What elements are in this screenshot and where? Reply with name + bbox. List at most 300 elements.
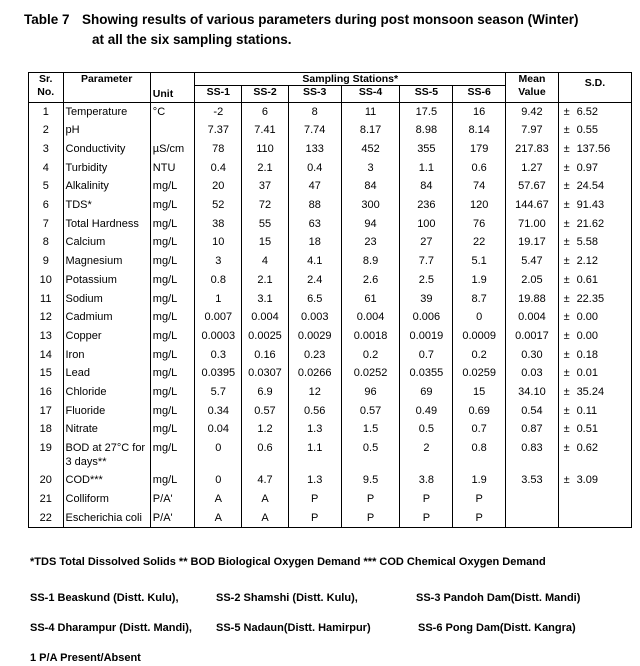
plus-minus-cell: ± bbox=[563, 255, 570, 268]
sr-no-cell: 11 bbox=[29, 290, 64, 309]
unit-cell: mg/L bbox=[150, 177, 195, 196]
plus-minus-cell bbox=[558, 509, 574, 528]
unit-cell: mg/L bbox=[150, 402, 195, 421]
station-value-cell: 7.74 bbox=[288, 121, 341, 140]
table-row bbox=[29, 439, 632, 471]
unit-cell: mg/L bbox=[150, 252, 195, 271]
unit-cell: °C bbox=[150, 102, 195, 121]
unit-cell bbox=[150, 121, 195, 140]
table-row bbox=[29, 177, 632, 196]
station-value-cell: 76 bbox=[453, 215, 506, 234]
unit-cell: mg/L bbox=[150, 383, 195, 402]
table-row bbox=[29, 509, 632, 528]
unit-cell: mg/L bbox=[150, 327, 195, 346]
sd-value-cell: 0.51 bbox=[575, 420, 632, 439]
abbreviation-note: *TDS Total Dissolved Solids ** BOD Biological Oxygen Demand *** COD Chemical Oxygen Demand bbox=[30, 556, 546, 568]
plus-minus-cell bbox=[558, 490, 574, 509]
plus-minus-cell: ± bbox=[563, 217, 570, 230]
plus-minus-cell: ± bbox=[563, 404, 570, 417]
station-value-cell: 0.006 bbox=[400, 308, 453, 327]
station-value-cell: 100 bbox=[400, 215, 453, 234]
plus-minus-cell: ± bbox=[563, 311, 570, 324]
station-value-cell: 1.2 bbox=[242, 420, 289, 439]
station-value-cell: 0.0266 bbox=[288, 364, 341, 383]
station-value-cell: 3.1 bbox=[242, 290, 289, 309]
station-header-3: SS-3 bbox=[288, 86, 341, 103]
plus-minus-cell: ± bbox=[563, 273, 570, 286]
station-value-cell: 133 bbox=[288, 140, 341, 159]
table-row bbox=[29, 121, 632, 140]
station-value-cell: 452 bbox=[341, 140, 400, 159]
station-value-cell: 355 bbox=[400, 140, 453, 159]
parameter-cell: Potassium bbox=[63, 271, 150, 290]
station-value-cell: P bbox=[400, 490, 453, 509]
sd-value-cell: 0.00 bbox=[575, 308, 632, 327]
mean-value-cell: 144.67 bbox=[506, 196, 559, 215]
station-value-cell: 0.23 bbox=[288, 346, 341, 365]
station-value-cell: 9.5 bbox=[341, 471, 400, 490]
station-value-cell: P bbox=[341, 509, 400, 528]
station-value-cell: 6.5 bbox=[288, 290, 341, 309]
station-value-cell: -2 bbox=[195, 102, 242, 121]
parameter-cell: Nitrate bbox=[63, 420, 150, 439]
table-caption bbox=[24, 10, 578, 50]
station-value-cell: 1.9 bbox=[453, 271, 506, 290]
sd-value-cell: 6.52 bbox=[575, 102, 632, 121]
parameter-cell: Turbidity bbox=[63, 159, 150, 178]
station-value-cell: 2.1 bbox=[242, 159, 289, 178]
parameter-cell: COD*** bbox=[63, 471, 150, 490]
station-value-cell: 8.17 bbox=[341, 121, 400, 140]
sampling-stations-header: Sampling Stations* bbox=[195, 73, 506, 86]
station-value-cell: 0.004 bbox=[341, 308, 400, 327]
sd-value-cell bbox=[575, 490, 632, 509]
unit-cell: mg/L bbox=[150, 271, 195, 290]
station-value-cell: 55 bbox=[242, 215, 289, 234]
mean-value-cell: 2.05 bbox=[506, 271, 559, 290]
parameter-cell: Conductivity bbox=[63, 140, 150, 159]
station-value-cell: 4.7 bbox=[242, 471, 289, 490]
station-value-cell: 8.98 bbox=[400, 121, 453, 140]
parameter-cell: Colliform bbox=[63, 490, 150, 509]
station-header-5: SS-5 bbox=[400, 86, 453, 103]
station-value-cell: 0.0259 bbox=[453, 364, 506, 383]
table-row bbox=[29, 308, 632, 327]
mean-header: Mean bbox=[506, 73, 559, 86]
plus-minus-cell: ± bbox=[563, 292, 570, 305]
sr-no-cell: 16 bbox=[29, 383, 64, 402]
station-value-cell: 1.5 bbox=[341, 420, 400, 439]
station-value-cell: 120 bbox=[453, 196, 506, 215]
station-value-cell: 7.37 bbox=[195, 121, 242, 140]
station-value-cell: 63 bbox=[288, 215, 341, 234]
station-value-cell: 0.0307 bbox=[242, 364, 289, 383]
mean-value-cell bbox=[506, 509, 559, 528]
station-value-cell: 2.1 bbox=[242, 271, 289, 290]
parameter-cell: Lead bbox=[63, 364, 150, 383]
parameter-cell: Temperature bbox=[63, 102, 150, 121]
mean-value-cell: 217.83 bbox=[506, 140, 559, 159]
station-value-cell: 15 bbox=[453, 383, 506, 402]
mean-value-cell: 9.42 bbox=[506, 102, 559, 121]
station-value-cell: 39 bbox=[400, 290, 453, 309]
station-value-cell: 0.5 bbox=[400, 420, 453, 439]
mean-value-cell: 34.10 bbox=[506, 383, 559, 402]
station-legend-ss3: SS-3 Pandoh Dam(Distt. Mandi) bbox=[416, 592, 581, 604]
station-value-cell: 69 bbox=[400, 383, 453, 402]
station-value-cell: P bbox=[400, 509, 453, 528]
sd-value-cell: 2.12 bbox=[575, 252, 632, 271]
station-value-cell: 0.69 bbox=[453, 402, 506, 421]
unit-cell: mg/L bbox=[150, 346, 195, 365]
station-value-cell: 11 bbox=[341, 102, 400, 121]
sd-value-cell: 22.35 bbox=[575, 290, 632, 309]
sr-no-cell: 20 bbox=[29, 471, 64, 490]
station-value-cell: A bbox=[195, 490, 242, 509]
station-value-cell: 84 bbox=[341, 177, 400, 196]
sr-no-cell: 5 bbox=[29, 177, 64, 196]
sr-no-cell: 6 bbox=[29, 196, 64, 215]
plus-minus-cell: ± bbox=[563, 199, 570, 212]
plus-minus-cell: ± bbox=[563, 367, 570, 380]
station-value-cell: A bbox=[242, 509, 289, 528]
plus-minus-cell: ± bbox=[563, 329, 570, 342]
table-row bbox=[29, 490, 632, 509]
station-value-cell: 110 bbox=[242, 140, 289, 159]
sd-value-cell: 0.55 bbox=[575, 121, 632, 140]
station-value-cell: 0 bbox=[453, 308, 506, 327]
sr-no-cell: 13 bbox=[29, 327, 64, 346]
station-value-cell: 37 bbox=[242, 177, 289, 196]
station-value-cell: 0.0355 bbox=[400, 364, 453, 383]
table-row bbox=[29, 271, 632, 290]
unit-cell: mg/L bbox=[150, 290, 195, 309]
table-label: Table 7 bbox=[24, 12, 70, 27]
station-value-cell: 0.49 bbox=[400, 402, 453, 421]
station-value-cell: 0.0025 bbox=[242, 327, 289, 346]
unit-cell: P/A' bbox=[150, 490, 195, 509]
sr-no-cell: 2 bbox=[29, 121, 64, 140]
sd-value-cell: 0.61 bbox=[575, 271, 632, 290]
parameter-cell: Sodium bbox=[63, 290, 150, 309]
unit-cell: mg/L bbox=[150, 233, 195, 252]
plus-minus-cell: ± bbox=[563, 105, 570, 118]
mean-value-cell: 7.97 bbox=[506, 121, 559, 140]
mean-value-cell: 5.47 bbox=[506, 252, 559, 271]
sr-no-header: Sr. bbox=[29, 73, 64, 86]
mean-value-cell: 19.17 bbox=[506, 233, 559, 252]
station-value-cell: 0.0019 bbox=[400, 327, 453, 346]
sr-no-cell: 19 bbox=[29, 439, 64, 471]
station-value-cell: 18 bbox=[288, 233, 341, 252]
station-value-cell: 0.2 bbox=[341, 346, 400, 365]
mean-value-cell: 0.87 bbox=[506, 420, 559, 439]
station-value-cell: 7.41 bbox=[242, 121, 289, 140]
station-value-cell: 3.8 bbox=[400, 471, 453, 490]
parameter-cell: Copper bbox=[63, 327, 150, 346]
station-legend-ss6: SS-6 Pong Dam(Distt. Kangra) bbox=[418, 622, 576, 634]
parameter-cell: BOD at 27°C for 3 days** bbox=[63, 439, 150, 471]
presence-absence-note: 1 P/A Present/Absent bbox=[30, 652, 141, 664]
station-value-cell: 78 bbox=[195, 140, 242, 159]
station-value-cell: 38 bbox=[195, 215, 242, 234]
parameter-cell: Iron bbox=[63, 346, 150, 365]
table-row bbox=[29, 383, 632, 402]
station-value-cell: A bbox=[242, 490, 289, 509]
station-value-cell: 20 bbox=[195, 177, 242, 196]
station-value-cell: 5.1 bbox=[453, 252, 506, 271]
station-value-cell: 0.004 bbox=[242, 308, 289, 327]
station-value-cell: 16 bbox=[453, 102, 506, 121]
station-value-cell: 15 bbox=[242, 233, 289, 252]
station-value-cell: 2.6 bbox=[341, 271, 400, 290]
unit-header: Unit bbox=[150, 86, 195, 103]
station-value-cell: 0.0009 bbox=[453, 327, 506, 346]
station-value-cell: 22 bbox=[453, 233, 506, 252]
station-value-cell: 0.04 bbox=[195, 420, 242, 439]
station-value-cell: 0.003 bbox=[288, 308, 341, 327]
sr-no-cell: 8 bbox=[29, 233, 64, 252]
station-value-cell: 8.7 bbox=[453, 290, 506, 309]
plus-minus-cell: ± bbox=[563, 124, 570, 137]
station-value-cell: 17.5 bbox=[400, 102, 453, 121]
sr-no-cell: 14 bbox=[29, 346, 64, 365]
sr-no-cell: 3 bbox=[29, 140, 64, 159]
station-value-cell: 10 bbox=[195, 233, 242, 252]
station-value-cell: 5.7 bbox=[195, 383, 242, 402]
station-value-cell: 0 bbox=[195, 471, 242, 490]
station-value-cell: 0.8 bbox=[195, 271, 242, 290]
station-value-cell: 0.56 bbox=[288, 402, 341, 421]
sd-value-cell: 0.11 bbox=[575, 402, 632, 421]
station-value-cell: 6.9 bbox=[242, 383, 289, 402]
sd-value-cell: 0.00 bbox=[575, 327, 632, 346]
table-row bbox=[29, 159, 632, 178]
station-value-cell: 0.0018 bbox=[341, 327, 400, 346]
station-value-cell: 47 bbox=[288, 177, 341, 196]
station-value-cell: 0.4 bbox=[288, 159, 341, 178]
results-table: Sr. Parameter Sampling Stations* Mean No. Unit SS-1 SS-2 SS-3 SS-4 SS-5 SS-6 Value S.D. 1 Temperature °C -2 6 8 11 17.5 16 9.42 ± 6.52 2 pH 7.37 7.41 7.74 8.17 8.98 8.14 7.97 ± 0.55 3 Conductivity µS/cm 78 110 133 452 355 179 217.83 ± 137.56 4 Turbidity NTU 0.4 2.1 0.4 3 1.1 0.6 1.27 ± 0.97 5 Alkalinity mg/L 20 37 47 84 84 74 57.67 ± 24.54 6 TDS* mg/L 52 72 88 300 236 120 144.67 ± 91.43 7 Total Hardness mg/L 38 55 63 94 100 76 71.00 ± 21.62 8 Calcium mg/L 10 15 18 23 27 22 19.17 ± 5.58 9 Magnesium mg/L 3 4 4.1 8.9 7.7 5.1 5.47 ± 2.12 10 Potassium mg/L 0.8 2.1 2.4 2.6 2.5 1.9 2.05 ± 0.61 11 Sodium mg/L 1 3.1 6.5 61 39 8.7 19.88 ± 22.35 12 Cadmium mg/L 0.007 0.004 0.003 0.004 0.006 0 0.004 ± 0.00 13 Copper mg/L 0.0003 0.0025 0.0029 0.0018 0.0019 0.0009 0.0017 ± 0.00 14 Iron mg/L 0.3 0.16 0.23 0.2 0.7 0.2 0.30 ± 0.18 15 Lead mg/L 0.0395 0.0307 0.0266 0.0252 0.0355 0.0259 0.03 ± 0.01 16 Chloride mg/L 5.7 6.9 12 96 69 15 34.10 ± 35.24 17 Fluoride mg/L 0.34 0.57 0.56 0.57 0.49 0.69 0.54 ± 0.11 18 Nitrate mg/L 0.04 1.2 1.3 1.5 0.5 0.7 0.87 ± 0.51 19 BOD at 27°C for 3 days** mg/L 0 0.6 1.1 0.5 2 0.8 0.83 ± 0.62 20 COD*** mg/L 0 4.7 1.3 9.5 3.8 1.9 3.53 ± 3.09 21 Colliform P/A' A A P P P P 22 Escherichia coli P/A' A A P P P P bbox=[28, 72, 632, 528]
sd-value-cell: 137.56 bbox=[575, 140, 632, 159]
parameter-cell: Cadmium bbox=[63, 308, 150, 327]
station-value-cell: 3 bbox=[341, 159, 400, 178]
station-value-cell: 94 bbox=[341, 215, 400, 234]
table-row bbox=[29, 196, 632, 215]
sr-no-cell: 15 bbox=[29, 364, 64, 383]
table-row bbox=[29, 290, 632, 309]
station-value-cell: 84 bbox=[400, 177, 453, 196]
sr-no-cell: 12 bbox=[29, 308, 64, 327]
table-row bbox=[29, 364, 632, 383]
station-value-cell: 179 bbox=[453, 140, 506, 159]
mean-value-cell: 0.03 bbox=[506, 364, 559, 383]
station-value-cell: 2 bbox=[400, 439, 453, 471]
station-header-6: SS-6 bbox=[453, 86, 506, 103]
mean-value-cell: 0.30 bbox=[506, 346, 559, 365]
plus-minus-cell: ± bbox=[563, 386, 570, 399]
caption-line-1: Showing results of various parameters during post monsoon season (Winter) bbox=[82, 12, 579, 27]
station-value-cell: 23 bbox=[341, 233, 400, 252]
table-row bbox=[29, 140, 632, 159]
mean-value-cell: 3.53 bbox=[506, 471, 559, 490]
station-value-cell: 0.16 bbox=[242, 346, 289, 365]
station-header-2: SS-2 bbox=[242, 86, 289, 103]
unit-cell: mg/L bbox=[150, 196, 195, 215]
station-legend-ss2: SS-2 Shamshi (Distt. Kulu), bbox=[216, 592, 358, 604]
sd-value-cell: 0.01 bbox=[575, 364, 632, 383]
station-value-cell: 7.7 bbox=[400, 252, 453, 271]
station-value-cell: P bbox=[453, 509, 506, 528]
unit-cell: mg/L bbox=[150, 308, 195, 327]
station-value-cell: 4 bbox=[242, 252, 289, 271]
table-row bbox=[29, 252, 632, 271]
parameter-cell: Chloride bbox=[63, 383, 150, 402]
station-value-cell: 1.3 bbox=[288, 471, 341, 490]
station-value-cell: 0.3 bbox=[195, 346, 242, 365]
station-legend-ss1: SS-1 Beaskund (Distt. Kulu), bbox=[30, 592, 179, 604]
sr-no-cell: 7 bbox=[29, 215, 64, 234]
station-value-cell: 0.7 bbox=[400, 346, 453, 365]
sr-no-cell: 18 bbox=[29, 420, 64, 439]
caption-line-2: at all the six sampling stations. bbox=[92, 32, 292, 47]
station-value-cell: 0.8 bbox=[453, 439, 506, 471]
mean-value-cell bbox=[506, 490, 559, 509]
station-value-cell: 0.5 bbox=[341, 439, 400, 471]
mean-value-cell: 57.67 bbox=[506, 177, 559, 196]
mean-value-cell: 19.88 bbox=[506, 290, 559, 309]
station-legend-ss5: SS-5 Nadaun(Distt. Hamirpur) bbox=[216, 622, 371, 634]
station-value-cell: 0.6 bbox=[453, 159, 506, 178]
sd-value-cell: 24.54 bbox=[575, 177, 632, 196]
station-value-cell: 2.5 bbox=[400, 271, 453, 290]
sd-value-cell: 91.43 bbox=[575, 196, 632, 215]
sd-value-cell: 21.62 bbox=[575, 215, 632, 234]
parameter-cell: Alkalinity bbox=[63, 177, 150, 196]
parameter-cell: Total Hardness bbox=[63, 215, 150, 234]
station-value-cell: 0.0395 bbox=[195, 364, 242, 383]
station-value-cell: 27 bbox=[400, 233, 453, 252]
unit-cell: µS/cm bbox=[150, 140, 195, 159]
station-value-cell: 0.007 bbox=[195, 308, 242, 327]
unit-cell: mg/L bbox=[150, 439, 195, 471]
parameter-cell: Escherichia coli bbox=[63, 509, 150, 528]
sd-value-cell: 35.24 bbox=[575, 383, 632, 402]
sr-no-cell: 1 bbox=[29, 102, 64, 121]
station-value-cell: 1.1 bbox=[288, 439, 341, 471]
mean-value-cell: 0.83 bbox=[506, 439, 559, 471]
station-value-cell: 6 bbox=[242, 102, 289, 121]
sd-value-cell: 3.09 bbox=[575, 471, 632, 490]
sr-no-cell: 10 bbox=[29, 271, 64, 290]
mean-value-cell: 0.004 bbox=[506, 308, 559, 327]
station-value-cell: P bbox=[288, 490, 341, 509]
station-value-cell: 12 bbox=[288, 383, 341, 402]
station-value-cell: 1.1 bbox=[400, 159, 453, 178]
unit-cell: NTU bbox=[150, 159, 195, 178]
station-value-cell: A bbox=[195, 509, 242, 528]
mean-value-cell: 1.27 bbox=[506, 159, 559, 178]
station-value-cell: 3 bbox=[195, 252, 242, 271]
plus-minus-cell: ± bbox=[563, 180, 570, 193]
plus-minus-cell: ± bbox=[563, 161, 570, 174]
station-header-1: SS-1 bbox=[195, 86, 242, 103]
plus-minus-cell: ± bbox=[563, 442, 570, 455]
station-value-cell: 0.0029 bbox=[288, 327, 341, 346]
station-value-cell: 0.7 bbox=[453, 420, 506, 439]
parameter-cell: TDS* bbox=[63, 196, 150, 215]
station-value-cell: 2.4 bbox=[288, 271, 341, 290]
sd-value-cell: 0.97 bbox=[575, 159, 632, 178]
table-row bbox=[29, 471, 632, 490]
parameter-cell: Magnesium bbox=[63, 252, 150, 271]
station-value-cell: 0.2 bbox=[453, 346, 506, 365]
mean-value-cell: 0.0017 bbox=[506, 327, 559, 346]
station-value-cell: 4.1 bbox=[288, 252, 341, 271]
unit-cell: P/A' bbox=[150, 509, 195, 528]
station-value-cell: 0.0003 bbox=[195, 327, 242, 346]
station-value-cell: P bbox=[341, 490, 400, 509]
sr-no-cell: 21 bbox=[29, 490, 64, 509]
plus-minus-cell: ± bbox=[563, 236, 570, 249]
station-value-cell: 1.3 bbox=[288, 420, 341, 439]
station-value-cell: P bbox=[453, 490, 506, 509]
table-row bbox=[29, 102, 632, 121]
station-value-cell: 72 bbox=[242, 196, 289, 215]
sd-value-cell bbox=[575, 509, 632, 528]
station-value-cell: 61 bbox=[341, 290, 400, 309]
sd-value-cell: 0.62 bbox=[575, 439, 632, 471]
table-row bbox=[29, 402, 632, 421]
station-value-cell: 0.0252 bbox=[341, 364, 400, 383]
station-value-cell: P bbox=[288, 509, 341, 528]
plus-minus-cell: ± bbox=[563, 348, 570, 361]
station-value-cell: 0 bbox=[195, 439, 242, 471]
station-value-cell: 0.4 bbox=[195, 159, 242, 178]
station-value-cell: 88 bbox=[288, 196, 341, 215]
table-row bbox=[29, 215, 632, 234]
table-row bbox=[29, 233, 632, 252]
station-value-cell: 300 bbox=[341, 196, 400, 215]
unit-cell: mg/L bbox=[150, 420, 195, 439]
table-row bbox=[29, 346, 632, 365]
station-value-cell: 8.9 bbox=[341, 252, 400, 271]
mean-value-cell: 71.00 bbox=[506, 215, 559, 234]
sr-no-cell: 9 bbox=[29, 252, 64, 271]
parameter-cell: pH bbox=[63, 121, 150, 140]
station-value-cell: 8 bbox=[288, 102, 341, 121]
plus-minus-cell: ± bbox=[563, 423, 570, 436]
unit-cell: mg/L bbox=[150, 364, 195, 383]
unit-cell: mg/L bbox=[150, 215, 195, 234]
station-value-cell: 236 bbox=[400, 196, 453, 215]
sd-header: S.D. bbox=[558, 77, 631, 94]
sd-value-cell: 0.18 bbox=[575, 346, 632, 365]
station-legend-ss4: SS-4 Dharampur (Distt. Mandi), bbox=[30, 622, 192, 634]
station-value-cell: 0.34 bbox=[195, 402, 242, 421]
plus-minus-cell: ± bbox=[563, 142, 570, 155]
table-row bbox=[29, 420, 632, 439]
sd-value-cell: 5.58 bbox=[575, 233, 632, 252]
parameter-header: Parameter bbox=[63, 73, 150, 86]
parameter-cell: Calcium bbox=[63, 233, 150, 252]
plus-minus-cell: ± bbox=[563, 474, 570, 487]
station-value-cell: 0.6 bbox=[242, 439, 289, 471]
station-value-cell: 0.57 bbox=[341, 402, 400, 421]
mean-value-cell: 0.54 bbox=[506, 402, 559, 421]
unit-cell: mg/L bbox=[150, 471, 195, 490]
table-row bbox=[29, 327, 632, 346]
station-value-cell: 0.57 bbox=[242, 402, 289, 421]
